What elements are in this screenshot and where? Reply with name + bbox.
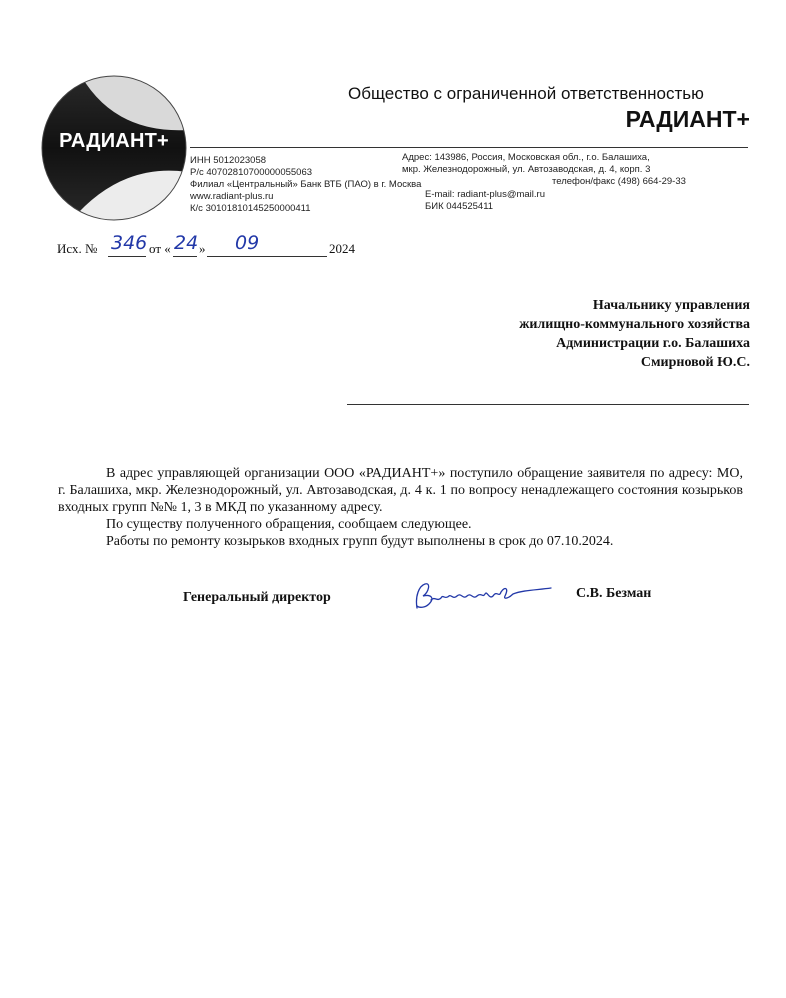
letter-body bbox=[58, 465, 743, 550]
addressee-underline bbox=[347, 404, 749, 405]
body-paragraph-intro: По существу полученного обращения, сообщаем следующее. bbox=[106, 517, 472, 532]
requisite-bik: БИК 044525411 bbox=[425, 201, 494, 212]
requisite-inn: ИНН 5012023058 bbox=[190, 155, 267, 166]
reference-close-quote: » bbox=[199, 241, 206, 256]
body-paragraph-request: В адрес управляющей организации ООО «РАДИАНТ+» поступило обращение заявителя по адресу: МО, г. Балашиха, мкр. Железнодорожный, ул. Автозаводская, д. 4 к. 1 по вопросу ненадлежащего состояния козырьков входных групп №№ 1, 3 в МКД по указанному адресу. bbox=[58, 466, 743, 515]
reference-number: 346 bbox=[111, 232, 148, 254]
requisite-phone: телефон/факс (498) 664-29-33 bbox=[552, 176, 686, 187]
requisite-account: Р/с 40702810700000055063 bbox=[190, 167, 313, 178]
signatory-title: Генеральный директор bbox=[183, 590, 331, 605]
reference-month: 09 bbox=[235, 232, 260, 254]
company-logo bbox=[40, 74, 188, 222]
reference-day-line bbox=[173, 256, 197, 257]
addressee-line-2: жилищно-коммунального хозяйства bbox=[519, 317, 750, 332]
reference-prefix: Исх. № bbox=[57, 241, 98, 256]
reference-year: 2024 bbox=[329, 241, 355, 256]
addressee-line-1: Начальнику управления bbox=[592, 298, 750, 313]
reference-month-line bbox=[207, 256, 327, 257]
requisite-email: E-mail: radiant-plus@mail.ru bbox=[425, 189, 545, 200]
logo-text: РАДИАНТ+ bbox=[59, 130, 169, 152]
requisite-address-line1: Адрес: 143986, Россия, Московская обл., г.о. Балашиха, bbox=[402, 152, 650, 163]
company-short-name: РАДИАНТ+ bbox=[625, 106, 750, 132]
requisite-website: www.radiant-plus.ru bbox=[190, 191, 274, 202]
company-full-name: Общество с ограниченной ответственностью bbox=[348, 84, 704, 103]
signatory-name: С.В. Безман bbox=[576, 586, 652, 601]
body-paragraph-deadline: Работы по ремонту козырьков входных групп будут выполнены в срок до 07.10.2024. bbox=[106, 534, 614, 549]
requisite-address-line2: мкр. Железнодорожный, ул. Автозаводская, д. 4, корп. 3 bbox=[402, 164, 651, 175]
requisite-bank-branch: Филиал «Центральный» Банк ВТБ (ПАО) в г. Москва bbox=[190, 179, 422, 190]
reference-day: 24 bbox=[174, 232, 199, 254]
addressee-line-3: Администрации г.о. Балашиха bbox=[556, 336, 750, 351]
reference-from-label: от « bbox=[149, 241, 171, 256]
addressee-line-4: Смирновой Ю.С. bbox=[640, 355, 750, 370]
handwritten-signature-icon bbox=[405, 578, 555, 616]
requisite-corr-account: К/с 30101810145250000411 bbox=[190, 203, 311, 214]
reference-number-line bbox=[108, 256, 146, 257]
header-divider bbox=[190, 147, 748, 148]
outgoing-reference bbox=[57, 230, 377, 260]
